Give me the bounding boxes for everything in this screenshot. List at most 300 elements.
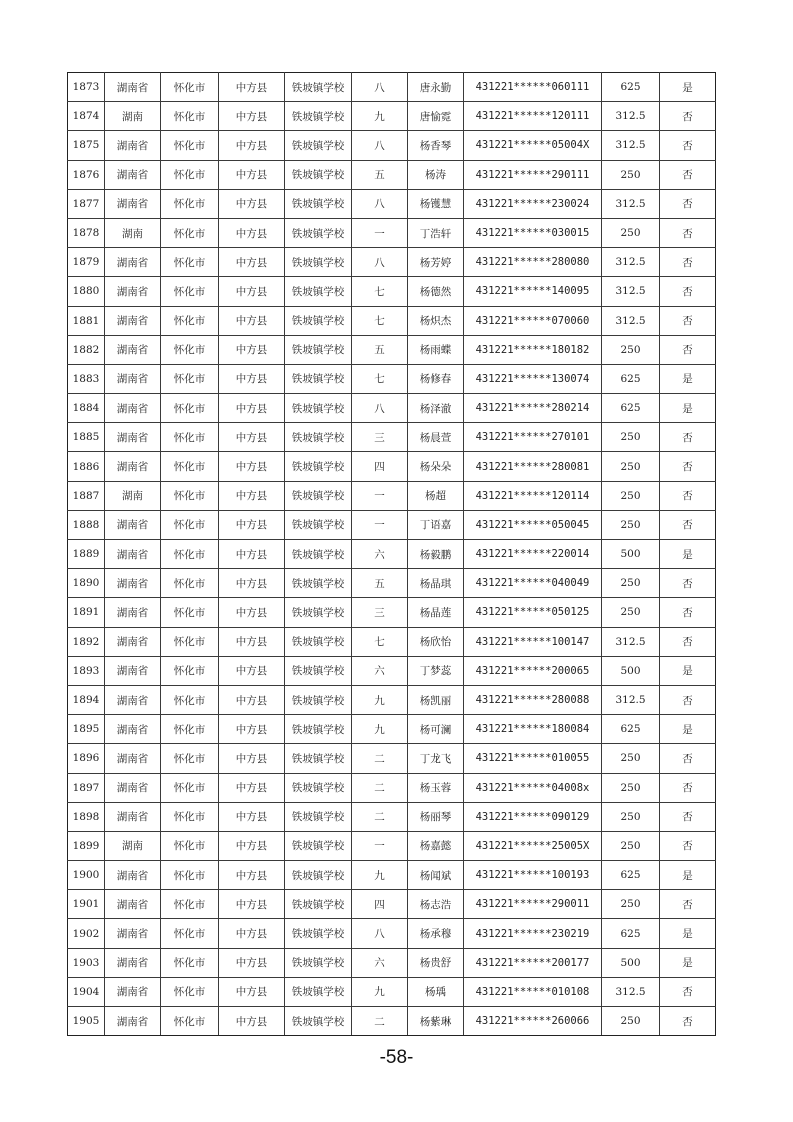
cell-student-name: 丁语嘉	[408, 510, 464, 539]
table-row	[68, 598, 716, 627]
cell-school: 铁坡镇学校	[285, 423, 352, 452]
cell-flag: 否	[660, 160, 716, 189]
cell-flag: 是	[660, 948, 716, 977]
cell-city: 怀化市	[161, 364, 219, 393]
table-row	[68, 131, 716, 160]
cell-grade: 七	[352, 306, 408, 335]
table-row	[68, 335, 716, 364]
cell-grade: 一	[352, 831, 408, 860]
cell-county: 中方县	[219, 248, 285, 277]
cell-serial-number: 1901	[68, 890, 105, 919]
cell-county: 中方县	[219, 627, 285, 656]
cell-province: 湖南省	[105, 627, 161, 656]
cell-flag: 否	[660, 890, 716, 919]
cell-flag: 是	[660, 364, 716, 393]
cell-serial-number: 1896	[68, 744, 105, 773]
cell-amount: 312.5	[602, 102, 660, 131]
cell-flag: 否	[660, 569, 716, 598]
cell-county: 中方县	[219, 1007, 285, 1036]
cell-grade: 一	[352, 218, 408, 247]
cell-school: 铁坡镇学校	[285, 510, 352, 539]
cell-county: 中方县	[219, 306, 285, 335]
cell-flag: 否	[660, 831, 716, 860]
cell-province: 湖南省	[105, 510, 161, 539]
cell-student-name: 杨修春	[408, 364, 464, 393]
cell-amount: 250	[602, 831, 660, 860]
cell-school: 铁坡镇学校	[285, 364, 352, 393]
cell-serial-number: 1876	[68, 160, 105, 189]
cell-amount: 625	[602, 73, 660, 102]
cell-county: 中方县	[219, 131, 285, 160]
cell-id-number: 431221******200177	[464, 948, 602, 977]
cell-city: 怀化市	[161, 656, 219, 685]
cell-county: 中方县	[219, 540, 285, 569]
cell-student-name: 丁梦蕊	[408, 656, 464, 685]
cell-id-number: 431221******130074	[464, 364, 602, 393]
cell-flag: 否	[660, 481, 716, 510]
cell-flag: 否	[660, 977, 716, 1006]
cell-amount: 250	[602, 890, 660, 919]
cell-flag: 否	[660, 131, 716, 160]
cell-city: 怀化市	[161, 890, 219, 919]
cell-school: 铁坡镇学校	[285, 831, 352, 860]
cell-school: 铁坡镇学校	[285, 627, 352, 656]
cell-student-name: 杨晶莲	[408, 598, 464, 627]
cell-province: 湖南省	[105, 160, 161, 189]
cell-county: 中方县	[219, 977, 285, 1006]
cell-serial-number: 1894	[68, 685, 105, 714]
cell-province: 湖南	[105, 102, 161, 131]
cell-county: 中方县	[219, 656, 285, 685]
cell-amount: 250	[602, 510, 660, 539]
cell-school: 铁坡镇学校	[285, 218, 352, 247]
cell-serial-number: 1891	[68, 598, 105, 627]
table-row	[68, 919, 716, 948]
cell-city: 怀化市	[161, 861, 219, 890]
cell-school: 铁坡镇学校	[285, 335, 352, 364]
cell-city: 怀化市	[161, 102, 219, 131]
cell-id-number: 431221******060111	[464, 73, 602, 102]
cell-id-number: 431221******180182	[464, 335, 602, 364]
table-row	[68, 569, 716, 598]
cell-student-name: 杨涛	[408, 160, 464, 189]
cell-amount: 312.5	[602, 306, 660, 335]
table-row	[68, 627, 716, 656]
cell-city: 怀化市	[161, 423, 219, 452]
cell-student-name: 杨晨萱	[408, 423, 464, 452]
cell-serial-number: 1900	[68, 861, 105, 890]
cell-grade: 九	[352, 685, 408, 714]
cell-flag: 否	[660, 598, 716, 627]
cell-flag: 是	[660, 73, 716, 102]
cell-serial-number: 1886	[68, 452, 105, 481]
cell-student-name: 杨可澜	[408, 715, 464, 744]
cell-county: 中方县	[219, 481, 285, 510]
cell-student-name: 唐永勤	[408, 73, 464, 102]
cell-amount: 250	[602, 802, 660, 831]
cell-county: 中方县	[219, 335, 285, 364]
cell-serial-number: 1887	[68, 481, 105, 510]
cell-amount: 500	[602, 540, 660, 569]
cell-province: 湖南省	[105, 715, 161, 744]
cell-county: 中方县	[219, 569, 285, 598]
cell-grade: 二	[352, 802, 408, 831]
cell-school: 铁坡镇学校	[285, 481, 352, 510]
cell-id-number: 431221******100193	[464, 861, 602, 890]
cell-amount: 312.5	[602, 248, 660, 277]
cell-province: 湖南	[105, 218, 161, 247]
cell-city: 怀化市	[161, 189, 219, 218]
cell-province: 湖南省	[105, 656, 161, 685]
cell-id-number: 431221******280080	[464, 248, 602, 277]
cell-flag: 否	[660, 335, 716, 364]
table-row	[68, 73, 716, 102]
cell-flag: 否	[660, 744, 716, 773]
table-row	[68, 423, 716, 452]
cell-amount: 625	[602, 394, 660, 423]
cell-grade: 九	[352, 102, 408, 131]
cell-serial-number: 1883	[68, 364, 105, 393]
cell-id-number: 431221******120111	[464, 102, 602, 131]
cell-grade: 六	[352, 948, 408, 977]
cell-school: 铁坡镇学校	[285, 569, 352, 598]
cell-grade: 五	[352, 569, 408, 598]
cell-city: 怀化市	[161, 977, 219, 1006]
page-number: -58-	[379, 1047, 414, 1068]
cell-province: 湖南省	[105, 802, 161, 831]
table-row	[68, 685, 716, 714]
cell-student-name: 杨贵舒	[408, 948, 464, 977]
cell-student-name: 杨镬慧	[408, 189, 464, 218]
cell-flag: 是	[660, 656, 716, 685]
cell-serial-number: 1903	[68, 948, 105, 977]
cell-grade: 八	[352, 73, 408, 102]
cell-county: 中方县	[219, 73, 285, 102]
cell-county: 中方县	[219, 452, 285, 481]
table-row	[68, 1007, 716, 1036]
cell-student-name: 杨凯丽	[408, 685, 464, 714]
table-row	[68, 656, 716, 685]
cell-county: 中方县	[219, 685, 285, 714]
cell-amount: 250	[602, 1007, 660, 1036]
cell-province: 湖南省	[105, 569, 161, 598]
cell-grade: 七	[352, 277, 408, 306]
cell-grade: 九	[352, 715, 408, 744]
cell-grade: 九	[352, 977, 408, 1006]
cell-city: 怀化市	[161, 627, 219, 656]
cell-flag: 否	[660, 423, 716, 452]
cell-school: 铁坡镇学校	[285, 948, 352, 977]
table-row	[68, 277, 716, 306]
table-row	[68, 510, 716, 539]
cell-grade: 五	[352, 335, 408, 364]
cell-serial-number: 1893	[68, 656, 105, 685]
cell-county: 中方县	[219, 160, 285, 189]
cell-county: 中方县	[219, 394, 285, 423]
cell-grade: 六	[352, 540, 408, 569]
cell-flag: 是	[660, 919, 716, 948]
cell-city: 怀化市	[161, 715, 219, 744]
cell-province: 湖南省	[105, 1007, 161, 1036]
cell-id-number: 431221******25005X	[464, 831, 602, 860]
cell-student-name: 杨闻斌	[408, 861, 464, 890]
cell-city: 怀化市	[161, 773, 219, 802]
cell-county: 中方县	[219, 218, 285, 247]
cell-county: 中方县	[219, 715, 285, 744]
cell-province: 湖南省	[105, 335, 161, 364]
cell-school: 铁坡镇学校	[285, 248, 352, 277]
cell-amount: 312.5	[602, 131, 660, 160]
cell-county: 中方县	[219, 919, 285, 948]
cell-serial-number: 1904	[68, 977, 105, 1006]
cell-id-number: 431221******280081	[464, 452, 602, 481]
cell-flag: 否	[660, 1007, 716, 1036]
cell-province: 湖南省	[105, 598, 161, 627]
cell-province: 湖南省	[105, 452, 161, 481]
cell-id-number: 431221******050045	[464, 510, 602, 539]
cell-grade: 九	[352, 861, 408, 890]
table-row	[68, 306, 716, 335]
table-row	[68, 977, 716, 1006]
cell-amount: 250	[602, 218, 660, 247]
cell-city: 怀化市	[161, 598, 219, 627]
cell-province: 湖南省	[105, 919, 161, 948]
table-row	[68, 540, 716, 569]
cell-province: 湖南省	[105, 861, 161, 890]
cell-amount: 625	[602, 364, 660, 393]
cell-city: 怀化市	[161, 160, 219, 189]
cell-serial-number: 1878	[68, 218, 105, 247]
cell-serial-number: 1899	[68, 831, 105, 860]
cell-student-name: 杨丽琴	[408, 802, 464, 831]
cell-student-name: 杨朵朵	[408, 452, 464, 481]
cell-county: 中方县	[219, 773, 285, 802]
cell-grade: 二	[352, 744, 408, 773]
cell-school: 铁坡镇学校	[285, 715, 352, 744]
cell-county: 中方县	[219, 802, 285, 831]
cell-city: 怀化市	[161, 277, 219, 306]
cell-serial-number: 1885	[68, 423, 105, 452]
table-row	[68, 452, 716, 481]
cell-province: 湖南省	[105, 248, 161, 277]
cell-grade: 三	[352, 598, 408, 627]
cell-flag: 是	[660, 394, 716, 423]
cell-serial-number: 1898	[68, 802, 105, 831]
roster-body	[68, 73, 716, 1036]
cell-province: 湖南省	[105, 277, 161, 306]
cell-grade: 一	[352, 481, 408, 510]
cell-serial-number: 1874	[68, 102, 105, 131]
cell-province: 湖南省	[105, 306, 161, 335]
cell-serial-number: 1875	[68, 131, 105, 160]
cell-school: 铁坡镇学校	[285, 540, 352, 569]
cell-id-number: 431221******270101	[464, 423, 602, 452]
cell-school: 铁坡镇学校	[285, 919, 352, 948]
cell-student-name: 杨德然	[408, 277, 464, 306]
cell-flag: 是	[660, 540, 716, 569]
cell-id-number: 431221******040049	[464, 569, 602, 598]
cell-grade: 四	[352, 890, 408, 919]
cell-grade: 六	[352, 656, 408, 685]
cell-amount: 250	[602, 452, 660, 481]
cell-amount: 500	[602, 948, 660, 977]
cell-province: 湖南省	[105, 364, 161, 393]
cell-city: 怀化市	[161, 831, 219, 860]
cell-flag: 否	[660, 277, 716, 306]
cell-province: 湖南省	[105, 890, 161, 919]
cell-city: 怀化市	[161, 306, 219, 335]
cell-student-name: 杨雨蝶	[408, 335, 464, 364]
cell-serial-number: 1880	[68, 277, 105, 306]
cell-city: 怀化市	[161, 73, 219, 102]
cell-amount: 500	[602, 656, 660, 685]
cell-school: 铁坡镇学校	[285, 598, 352, 627]
cell-grade: 二	[352, 773, 408, 802]
cell-flag: 否	[660, 773, 716, 802]
table-row	[68, 394, 716, 423]
cell-id-number: 431221******180084	[464, 715, 602, 744]
cell-city: 怀化市	[161, 510, 219, 539]
table-row	[68, 218, 716, 247]
cell-province: 湖南省	[105, 131, 161, 160]
cell-serial-number: 1877	[68, 189, 105, 218]
cell-school: 铁坡镇学校	[285, 394, 352, 423]
cell-province: 湖南省	[105, 394, 161, 423]
cell-id-number: 431221******100147	[464, 627, 602, 656]
table-row	[68, 773, 716, 802]
cell-id-number: 431221******05004X	[464, 131, 602, 160]
table-row	[68, 160, 716, 189]
cell-grade: 一	[352, 510, 408, 539]
cell-student-name: 杨瑀	[408, 977, 464, 1006]
cell-serial-number: 1902	[68, 919, 105, 948]
cell-student-name: 杨欣怡	[408, 627, 464, 656]
cell-serial-number: 1881	[68, 306, 105, 335]
cell-flag: 否	[660, 510, 716, 539]
cell-city: 怀化市	[161, 218, 219, 247]
cell-school: 铁坡镇学校	[285, 890, 352, 919]
cell-flag: 否	[660, 627, 716, 656]
cell-student-name: 杨志浩	[408, 890, 464, 919]
cell-county: 中方县	[219, 423, 285, 452]
cell-school: 铁坡镇学校	[285, 306, 352, 335]
cell-school: 铁坡镇学校	[285, 160, 352, 189]
cell-province: 湖南	[105, 481, 161, 510]
cell-id-number: 431221******030015	[464, 218, 602, 247]
cell-id-number: 431221******230219	[464, 919, 602, 948]
cell-school: 铁坡镇学校	[285, 861, 352, 890]
cell-student-name: 杨玉蓉	[408, 773, 464, 802]
cell-serial-number: 1890	[68, 569, 105, 598]
cell-county: 中方县	[219, 277, 285, 306]
cell-amount: 625	[602, 861, 660, 890]
cell-id-number: 431221******260066	[464, 1007, 602, 1036]
cell-school: 铁坡镇学校	[285, 452, 352, 481]
cell-student-name: 杨炽杰	[408, 306, 464, 335]
cell-student-name: 杨承穆	[408, 919, 464, 948]
table-row	[68, 364, 716, 393]
table-row	[68, 248, 716, 277]
cell-amount: 250	[602, 160, 660, 189]
table-row	[68, 890, 716, 919]
cell-serial-number: 1873	[68, 73, 105, 102]
cell-school: 铁坡镇学校	[285, 73, 352, 102]
student-roster-table	[67, 72, 716, 1036]
cell-grade: 七	[352, 364, 408, 393]
cell-id-number: 431221******290011	[464, 890, 602, 919]
cell-amount: 312.5	[602, 277, 660, 306]
cell-student-name: 杨紫琳	[408, 1007, 464, 1036]
cell-grade: 八	[352, 189, 408, 218]
cell-school: 铁坡镇学校	[285, 656, 352, 685]
cell-city: 怀化市	[161, 481, 219, 510]
cell-flag: 否	[660, 102, 716, 131]
cell-id-number: 431221******050125	[464, 598, 602, 627]
table-row	[68, 189, 716, 218]
cell-province: 湖南省	[105, 73, 161, 102]
cell-city: 怀化市	[161, 394, 219, 423]
cell-student-name: 杨晶琪	[408, 569, 464, 598]
cell-amount: 625	[602, 919, 660, 948]
cell-student-name: 杨泽澈	[408, 394, 464, 423]
cell-county: 中方县	[219, 189, 285, 218]
cell-amount: 250	[602, 423, 660, 452]
cell-city: 怀化市	[161, 919, 219, 948]
cell-city: 怀化市	[161, 1007, 219, 1036]
cell-id-number: 431221******04008x	[464, 773, 602, 802]
cell-amount: 312.5	[602, 189, 660, 218]
cell-school: 铁坡镇学校	[285, 773, 352, 802]
cell-city: 怀化市	[161, 744, 219, 773]
cell-serial-number: 1879	[68, 248, 105, 277]
table-row	[68, 802, 716, 831]
cell-student-name: 丁龙飞	[408, 744, 464, 773]
cell-school: 铁坡镇学校	[285, 977, 352, 1006]
cell-grade: 二	[352, 1007, 408, 1036]
cell-city: 怀化市	[161, 452, 219, 481]
table-row	[68, 481, 716, 510]
cell-grade: 八	[352, 248, 408, 277]
cell-county: 中方县	[219, 861, 285, 890]
cell-province: 湖南省	[105, 773, 161, 802]
cell-county: 中方县	[219, 510, 285, 539]
cell-province: 湖南省	[105, 744, 161, 773]
cell-id-number: 431221******120114	[464, 481, 602, 510]
cell-id-number: 431221******280214	[464, 394, 602, 423]
cell-city: 怀化市	[161, 948, 219, 977]
cell-city: 怀化市	[161, 335, 219, 364]
cell-grade: 七	[352, 627, 408, 656]
cell-amount: 312.5	[602, 977, 660, 1006]
cell-school: 铁坡镇学校	[285, 277, 352, 306]
cell-school: 铁坡镇学校	[285, 131, 352, 160]
cell-county: 中方县	[219, 890, 285, 919]
cell-student-name: 杨超	[408, 481, 464, 510]
cell-grade: 五	[352, 160, 408, 189]
cell-serial-number: 1897	[68, 773, 105, 802]
cell-county: 中方县	[219, 948, 285, 977]
table-row	[68, 715, 716, 744]
table-row	[68, 948, 716, 977]
cell-student-name: 丁浩轩	[408, 218, 464, 247]
cell-flag: 是	[660, 861, 716, 890]
cell-id-number: 431221******010055	[464, 744, 602, 773]
cell-county: 中方县	[219, 831, 285, 860]
cell-amount: 250	[602, 335, 660, 364]
table-row	[68, 861, 716, 890]
cell-amount: 312.5	[602, 627, 660, 656]
cell-grade: 四	[352, 452, 408, 481]
